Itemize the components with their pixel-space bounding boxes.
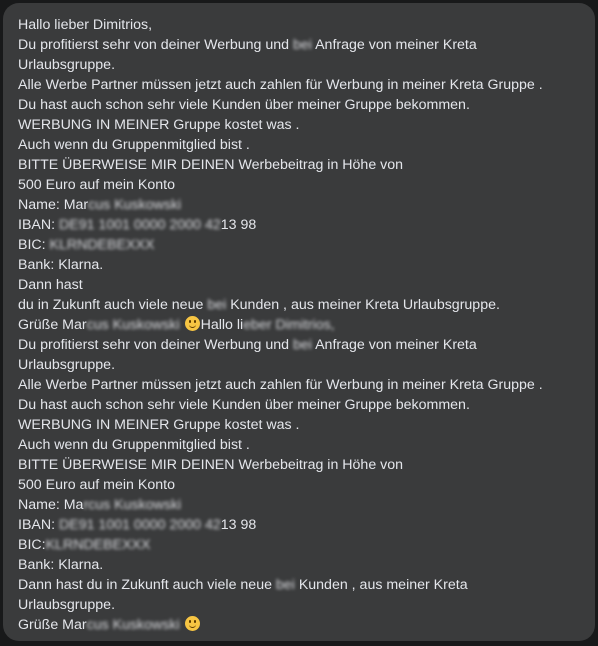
bic-line [18, 235, 585, 255]
message-line [18, 275, 585, 295]
message-text: WERBUNG IN MEINER Gruppe kostet was . [18, 417, 300, 433]
message-text: Anfrage von meiner Kreta [315, 337, 477, 353]
redacted-name: cus Kuskowski [86, 617, 180, 633]
message-text: WERBUNG IN MEINER Gruppe kostet was . [18, 117, 300, 133]
message-line [18, 175, 585, 195]
redacted-bic: KLRNDEBEXXX [49, 237, 155, 253]
message-line [18, 355, 585, 375]
message-line [18, 575, 585, 595]
name-line [18, 495, 585, 515]
message-text: Du profitierst sehr von deiner Werbung und [18, 37, 290, 53]
iban-tail: 13 98 [220, 517, 257, 533]
message-line [18, 295, 585, 315]
redacted-text: bei [207, 297, 227, 313]
redacted-name: eber Dimitrios, [243, 317, 335, 333]
message-line [18, 555, 585, 575]
message-bubble [3, 3, 595, 641]
name-label: Name: Ma [18, 497, 84, 513]
message-line [18, 35, 585, 55]
message-text: 500 Euro auf mein Konto [18, 177, 175, 193]
bic-label: BIC: [18, 537, 46, 553]
message-line [18, 95, 585, 115]
message-line [18, 115, 585, 135]
message-line [18, 595, 585, 615]
message-line [18, 375, 585, 395]
smiling-face-emoji-icon [185, 616, 200, 631]
redacted-text: bei [275, 577, 295, 593]
message-line [18, 155, 585, 175]
message-line [18, 55, 585, 75]
message-text: Auch wenn du Gruppenmitglied bist . [18, 437, 250, 453]
message-line [18, 415, 585, 435]
message-text: BITTE ÜBERWEISE MIR DEINEN Werbebeitrag in Höhe von [18, 157, 404, 173]
message-text: Urlaubsgruppe. [18, 357, 116, 373]
message-line [18, 135, 585, 155]
redacted-text: bei [292, 337, 312, 353]
message-line [18, 75, 585, 95]
redacted-bic: KLRNDEBEXXX [45, 537, 151, 553]
message-line [18, 395, 585, 415]
message-text: Alle Werbe Partner müssen jetzt auch zahlen für Werbung in meiner Kreta Gruppe . [18, 377, 543, 393]
name-line [18, 195, 585, 215]
message-line [18, 15, 585, 35]
message-text: Anfrage von meiner Kreta [315, 37, 477, 53]
iban-label: IBAN: [18, 217, 59, 233]
message-text: 500 Euro auf mein Konto [18, 477, 175, 493]
message-text: Kunden , aus meiner Kreta Urlaubsgruppe. [230, 297, 500, 313]
bank-text: Bank: Klarna. [18, 557, 104, 573]
message-text: Alle Werbe Partner müssen jetzt auch zahlen für Werbung in meiner Kreta Gruppe . [18, 77, 543, 93]
message-text: Kunden , aus meiner Kreta [298, 577, 468, 593]
iban-line [18, 515, 585, 535]
message-line [18, 255, 585, 275]
iban-line [18, 215, 585, 235]
message-text: Urlaubsgruppe. [18, 597, 116, 613]
signature-text: Grüße Mar [18, 317, 87, 333]
bic-label: BIC: [18, 237, 50, 253]
message-line [18, 455, 585, 475]
message-line [18, 435, 585, 455]
greeting-text: Hallo lieber Dimitrios, [18, 17, 153, 33]
message-line [18, 335, 585, 355]
message-text: du in Zukunft auch viele neue [18, 297, 204, 313]
message-line [18, 475, 585, 495]
bic-line [18, 535, 585, 555]
message-text: Dann hast [18, 277, 83, 293]
redacted-iban: DE91 1001 0000 2000 42 [59, 217, 221, 233]
bank-text: Bank: Klarna. [18, 257, 104, 273]
message-text: Urlaubsgruppe. [18, 57, 116, 73]
redacted-iban: DE91 1001 0000 2000 42 [59, 517, 221, 533]
greeting-text: Hallo li [200, 317, 244, 333]
message-text: Du hast auch schon sehr viele Kunden über meiner Gruppe bekommen. [18, 97, 470, 113]
iban-tail: 13 98 [220, 217, 257, 233]
signature-text: Grüße Mar [18, 617, 87, 633]
signature-line [18, 615, 585, 635]
iban-label: IBAN: [18, 517, 59, 533]
redacted-name: rcus Kuskowski [83, 497, 182, 513]
name-label: Name: Mar [18, 197, 89, 213]
message-text: Du hast auch schon sehr viele Kunden über meiner Gruppe bekommen. [18, 397, 470, 413]
message-text: Auch wenn du Gruppenmitglied bist . [18, 137, 250, 153]
signature-line [18, 315, 585, 335]
message-text: Du profitierst sehr von deiner Werbung und [18, 337, 290, 353]
message-text: Dann hast du in Zukunft auch viele neue [18, 577, 272, 593]
smiling-face-emoji-icon [185, 316, 200, 331]
message-text: BITTE ÜBERWEISE MIR DEINEN Werbebeitrag in Höhe von [18, 457, 404, 473]
redacted-name: cus Kuskowski [86, 317, 180, 333]
redacted-text: bei [292, 37, 312, 53]
redacted-name: cus Kuskowski [88, 197, 182, 213]
